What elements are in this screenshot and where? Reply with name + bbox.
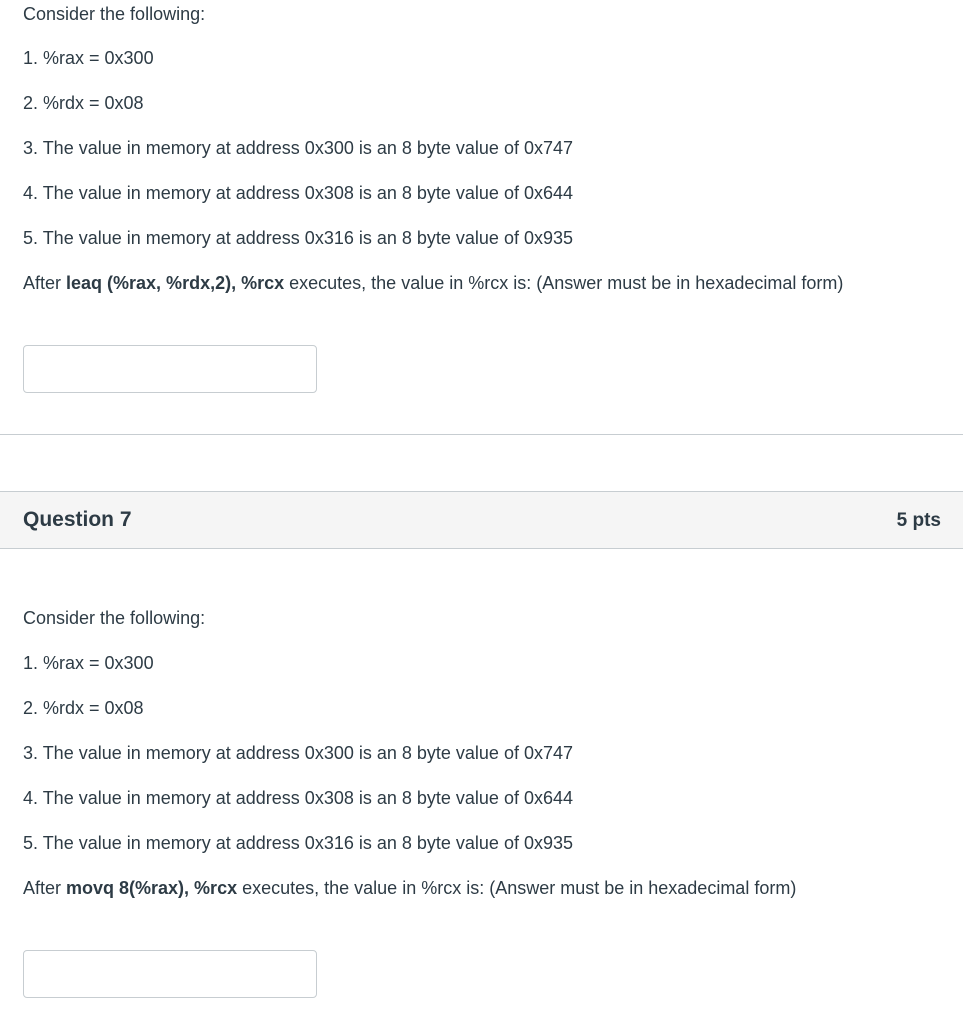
question-6-item-1: 1. %rax = 0x300 [23,48,154,68]
question-7-item-5: 5. The value in memory at address 0x316 is an 8 byte value of 0x935 [23,833,573,853]
question-6-prompt [23,272,843,294]
question-6-item-2: 2. %rdx = 0x08 [23,93,144,113]
question-divider [0,434,963,435]
question-7-item-2: 2. %rdx = 0x08 [23,698,144,718]
question-6-intro: Consider the following: [23,4,206,24]
question-6-item-5: 5. The value in memory at address 0x316 is an 8 byte value of 0x935 [23,228,573,248]
question-7-title: Question 7 [23,508,132,531]
question-7-prompt-after: executes, the value in %rcx is: (Answer must be in hexadecimal form) [237,878,797,898]
question-7-item-4: 4. The value in memory at address 0x308 is an 8 byte value of 0x644 [23,788,573,808]
question-6-item-3: 3. The value in memory at address 0x300 is an 8 byte value of 0x747 [23,138,573,158]
question-7-prompt-before: After [23,878,67,898]
question-7-answer-input[interactable] [23,950,317,998]
question-7-item-1: 1. %rax = 0x300 [23,653,154,673]
question-7-intro: Consider the following: [23,608,206,628]
question-7-header [0,491,963,549]
question-7-prompt-code: movq 8(%rax), %rcx [66,878,238,898]
question-7-prompt [23,877,796,899]
question-6-answer-input[interactable] [23,345,317,393]
question-6-item-4: 4. The value in memory at address 0x308 is an 8 byte value of 0x644 [23,183,573,203]
question-7-points: 5 pts [896,510,941,531]
question-6-prompt-code: leaq (%rax, %rdx,2), %rcx [66,273,285,293]
question-6-prompt-before: After [23,273,67,293]
question-6-prompt-after: executes, the value in %rcx is: (Answer must be in hexadecimal form) [284,273,844,293]
question-7-item-3: 3. The value in memory at address 0x300 is an 8 byte value of 0x747 [23,743,573,763]
